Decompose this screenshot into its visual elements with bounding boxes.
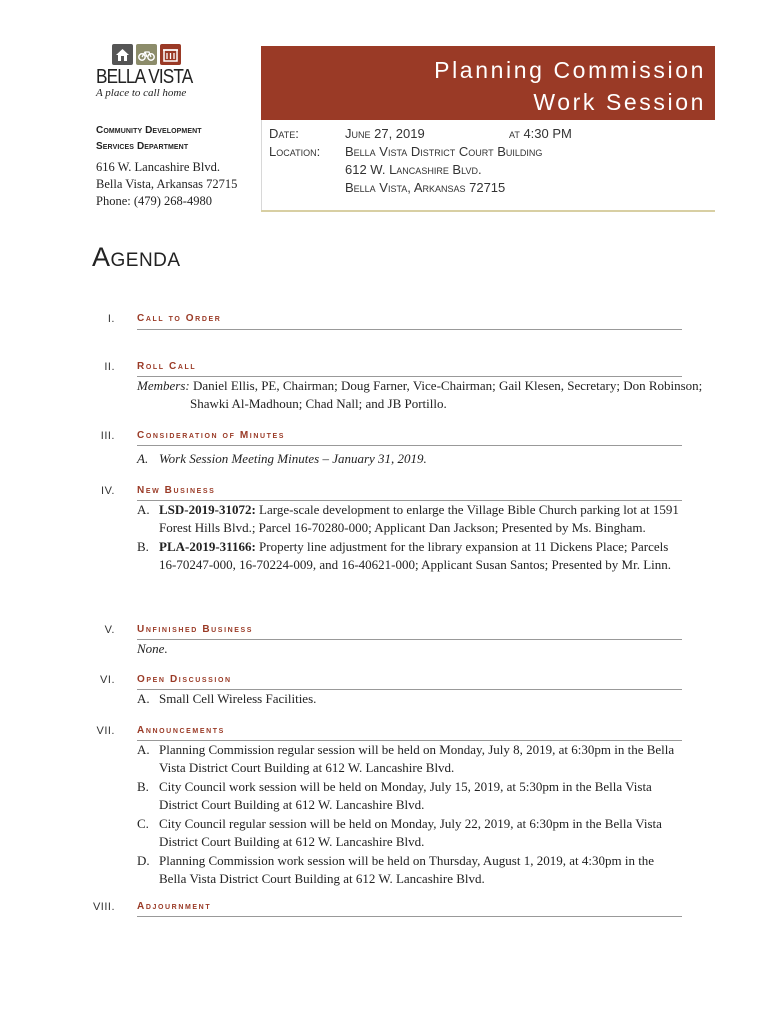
- date-value: June 27, 2019: [345, 126, 425, 141]
- unfinished-business-body: None.: [137, 641, 168, 656]
- list-item: B. City Council work session will be held on Monday, July 15, 2019, at 5:30pm in the Bella Vista District Court Building at 612 W. Lancashire Blvd.: [137, 779, 652, 812]
- section-number: VI.: [100, 674, 115, 686]
- section-heading: Roll Call: [137, 361, 197, 372]
- department-name-line1: Community Development: [96, 125, 202, 136]
- building-icon: [160, 44, 181, 65]
- department-phone: Phone: (479) 268-4980: [96, 194, 212, 208]
- section-heading: Adjournment: [137, 901, 212, 912]
- banner-title-line1: Planning Commission: [434, 57, 706, 83]
- announcement-items: [137, 741, 682, 888]
- members-list: Daniel Ellis, PE, Chairman; Doug Farner, Vice-Chairman; Gail Klesen, Secretary; Don Robinson; Shawki Al-Madhoun; Chad Nall; and JB Portillo.: [190, 378, 703, 411]
- header-vertical-divider: [261, 120, 262, 210]
- time-value: at 4:30 PM: [509, 126, 572, 141]
- location-line-2: 612 W. Lancashire Blvd.: [345, 162, 482, 177]
- list-item: A. Small Cell Wireless Facilities.: [137, 691, 317, 706]
- section-heading: Call to Order: [137, 313, 222, 324]
- list-item: C. City Council regular session will be held on Monday, July 22, 2019, at 6:30pm in the Bella Vista District Court Building at 612 W. Lancashire Blvd.: [137, 816, 662, 849]
- bella-vista-logo: [96, 44, 206, 99]
- section-number: VII.: [96, 725, 115, 737]
- members-label: Members:: [137, 378, 190, 393]
- open-discussion-items: [137, 690, 682, 708]
- department-name-line2: Services Department: [96, 141, 189, 152]
- section-heading: New Business: [137, 485, 216, 496]
- section-heading: Open Discussion: [137, 674, 232, 685]
- section-rule: [137, 916, 682, 917]
- location-line-1: Bella Vista District Court Building: [345, 144, 543, 159]
- minutes-items: [137, 450, 682, 468]
- roll-call-members: [137, 377, 735, 413]
- section-number: I.: [107, 313, 115, 325]
- section-number: VIII.: [92, 901, 115, 913]
- agenda-title: Agenda: [92, 242, 181, 272]
- location-label: Location:: [269, 144, 321, 159]
- department-address-line2: Bella Vista, Arkansas 72715: [96, 177, 238, 191]
- title-banner: [261, 46, 715, 120]
- section-number: II.: [104, 361, 115, 373]
- section-heading: Announcements: [137, 725, 225, 736]
- date-label: Date:: [269, 126, 299, 141]
- logo-tagline: A place to call home: [96, 87, 187, 99]
- section-heading: Consideration of Minutes: [137, 430, 286, 441]
- banner-title-line2: Work Session: [533, 89, 706, 115]
- section-number: IV.: [101, 485, 115, 497]
- logo-wordmark: BELLA VISTA: [96, 66, 193, 88]
- section-number: V.: [104, 624, 115, 636]
- header-horizontal-divider: [261, 210, 715, 212]
- section-heading: Unfinished Business: [137, 624, 254, 635]
- list-item: A. Work Session Meeting Minutes – January 31, 2019.: [137, 451, 427, 466]
- list-item: D. Planning Commission work session will be held on Thursday, August 1, 2019, at 4:30pm in the Bella Vista District Court Building at 612 W. Lancashire Blvd.: [137, 853, 655, 886]
- section-rule: [137, 445, 682, 446]
- section-rule: [137, 329, 682, 330]
- case-number: LSD-2019-31072:: [159, 502, 256, 517]
- department-address-line1: 616 W. Lancashire Blvd.: [96, 160, 220, 174]
- new-business-items: [137, 501, 682, 574]
- department-info: [96, 123, 237, 210]
- location-line-3: Bella Vista, Arkansas 72715: [345, 180, 506, 195]
- section-number: III.: [100, 430, 115, 442]
- bicycle-icon: [136, 44, 157, 65]
- case-number: PLA-2019-31166:: [159, 539, 256, 554]
- list-item: A. LSD-2019-31072: Large-scale development to enlarge the Village Bible Church parking lot at 1591 Forest Hills Blvd.; Parcel 16-70280-000; Applicant Dan Jackson; Presented by Ms. Bingham.: [137, 502, 679, 535]
- house-icon: [112, 44, 133, 65]
- logo-icons: [112, 44, 206, 65]
- list-item: A. Planning Commission regular session will be held on Monday, July 8, 2019, at 6:30pm in the Bella Vista District Court Building at 612 W. Lancashire Blvd.: [137, 742, 675, 775]
- list-item: B. PLA-2019-31166: Property line adjustment for the library expansion at 11 Dickens Place; Parcels 16-70247-000, 16-70224-009, and 16-40621-000; Applicant Susan Santos; Presented by Mr. Linn.: [137, 539, 672, 572]
